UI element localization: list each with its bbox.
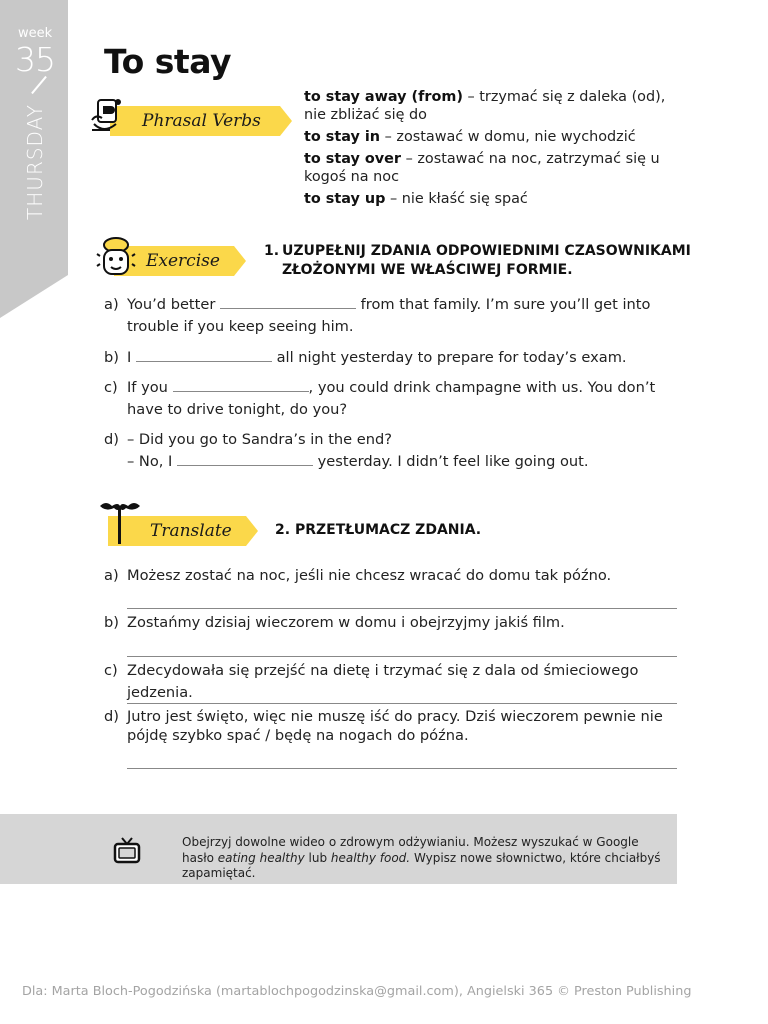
- item-letter: b): [104, 614, 119, 631]
- answer-line[interactable]: [127, 608, 677, 609]
- answer-line[interactable]: [127, 703, 677, 704]
- list-item: [304, 128, 684, 146]
- item-text: Możesz zostać na noc, jeśli nie chcesz wracać do domu tak późno.: [127, 567, 612, 584]
- item-text: all night yesterday to prepare for today’s exam.: [271, 349, 627, 366]
- item-letter: a): [104, 567, 119, 584]
- exercise-instruction: [264, 242, 691, 280]
- term: to stay up: [304, 191, 386, 207]
- tip-text: [182, 835, 672, 882]
- exercise-number: 1.: [264, 243, 280, 259]
- answer-line[interactable]: [127, 656, 677, 657]
- list-item: [304, 88, 684, 124]
- tip-keyword: eating healthy: [217, 850, 305, 865]
- translate-number: 2.: [275, 522, 291, 538]
- phrasal-verbs-label: Phrasal Verbs: [142, 111, 261, 131]
- term: to stay over: [304, 151, 402, 167]
- item-letter: c): [104, 379, 118, 396]
- item-text: Zostańmy dzisiaj wieczorem w domu i obejrzyjmy jakiś film.: [127, 614, 565, 631]
- answer-blank[interactable]: [136, 349, 272, 362]
- week-number: 35: [15, 40, 55, 79]
- definition: – zostawać w domu, nie wychodzić: [380, 129, 636, 145]
- item-text: – Did you go to Sandra’s in the end?: [127, 431, 393, 448]
- week-label: week: [18, 26, 53, 41]
- item-text: I: [127, 349, 136, 366]
- translate-label: Translate: [150, 521, 232, 541]
- term: to stay in: [304, 129, 381, 145]
- list-item: [304, 190, 684, 208]
- item-letter: d): [104, 708, 119, 725]
- definition-continued: nie zbliżać się do: [304, 107, 427, 123]
- tip-keyword: healthy food.: [330, 850, 411, 865]
- exercise-label: Exercise: [146, 251, 220, 271]
- definition: – trzymać się z daleka (od),: [462, 89, 666, 105]
- day-label: THURSDAY: [23, 104, 47, 220]
- tip-text-part: lub: [304, 850, 331, 865]
- item-letter: a): [104, 296, 119, 313]
- phrasal-verbs-banner: [96, 106, 296, 136]
- term: to stay away (from): [304, 89, 463, 105]
- translate-instruction: [275, 522, 481, 538]
- answer-line[interactable]: [127, 768, 677, 769]
- item-text: Zdecydowała się przejść na dietę i trzymać się z dala od śmieciowego jedzenia.: [127, 662, 639, 701]
- translate-banner: [104, 516, 260, 546]
- item-text: If you: [127, 379, 173, 396]
- item-text: , you could drink champagne with us. You don’t have to drive tonight, do you?: [127, 379, 656, 418]
- answer-blank[interactable]: [220, 296, 356, 309]
- copyright-notice: Dla: Marta Bloch-Pogodzińska (martablochpogodzinska@gmail.com), Angielski 365 © Preston Publishing: [22, 984, 692, 999]
- page-title: To stay: [104, 42, 231, 81]
- definition: – zostawać na noc, zatrzymać się u kogoś na noc: [304, 151, 660, 185]
- translate-instruction-text: PRZETŁUMACZ ZDANIA.: [294, 522, 482, 538]
- item-letter: c): [104, 662, 118, 679]
- item-letter: d): [104, 431, 119, 448]
- instruction-line-2: ZŁOŻONYMI WE WŁAŚCIWEJ FORMIE.: [282, 262, 573, 278]
- tip-text-part: Wypisz nowe słownictwo, które chciałbyś zapamiętać.: [182, 850, 661, 880]
- definition: – nie kłaść się spać: [385, 191, 528, 207]
- list-item: [304, 150, 684, 186]
- phrasal-verbs-list: [304, 88, 684, 212]
- item-text: You’d better: [127, 296, 220, 313]
- tv-icon: [113, 836, 141, 870]
- item-text: Jutro jest święto, więc nie muszę iść do pracy. Dziś wieczorem pewnie nie pójdę szybko spać / będę na nogach do późna.: [127, 708, 663, 744]
- item-text: from that family. I’m sure you’ll get into trouble if you keep seeing him.: [127, 296, 651, 335]
- item-letter: b): [104, 349, 119, 366]
- answer-blank[interactable]: [173, 379, 309, 392]
- answer-blank[interactable]: [177, 453, 313, 466]
- tip-text-part: Obejrzyj dowolne wideo o zdrowym odżywianiu. Możesz wyszukać w Google hasło: [182, 835, 639, 865]
- instruction-line-1: UZUPEŁNIJ ZDANIA ODPOWIEDNIMI CZASOWNIKAMI: [282, 243, 691, 259]
- item-text: – No, I: [127, 453, 178, 470]
- week-tab: [0, 0, 68, 318]
- item-text: yesterday. I didn’t feel like going out.: [313, 453, 589, 470]
- exercise-banner: [100, 246, 250, 276]
